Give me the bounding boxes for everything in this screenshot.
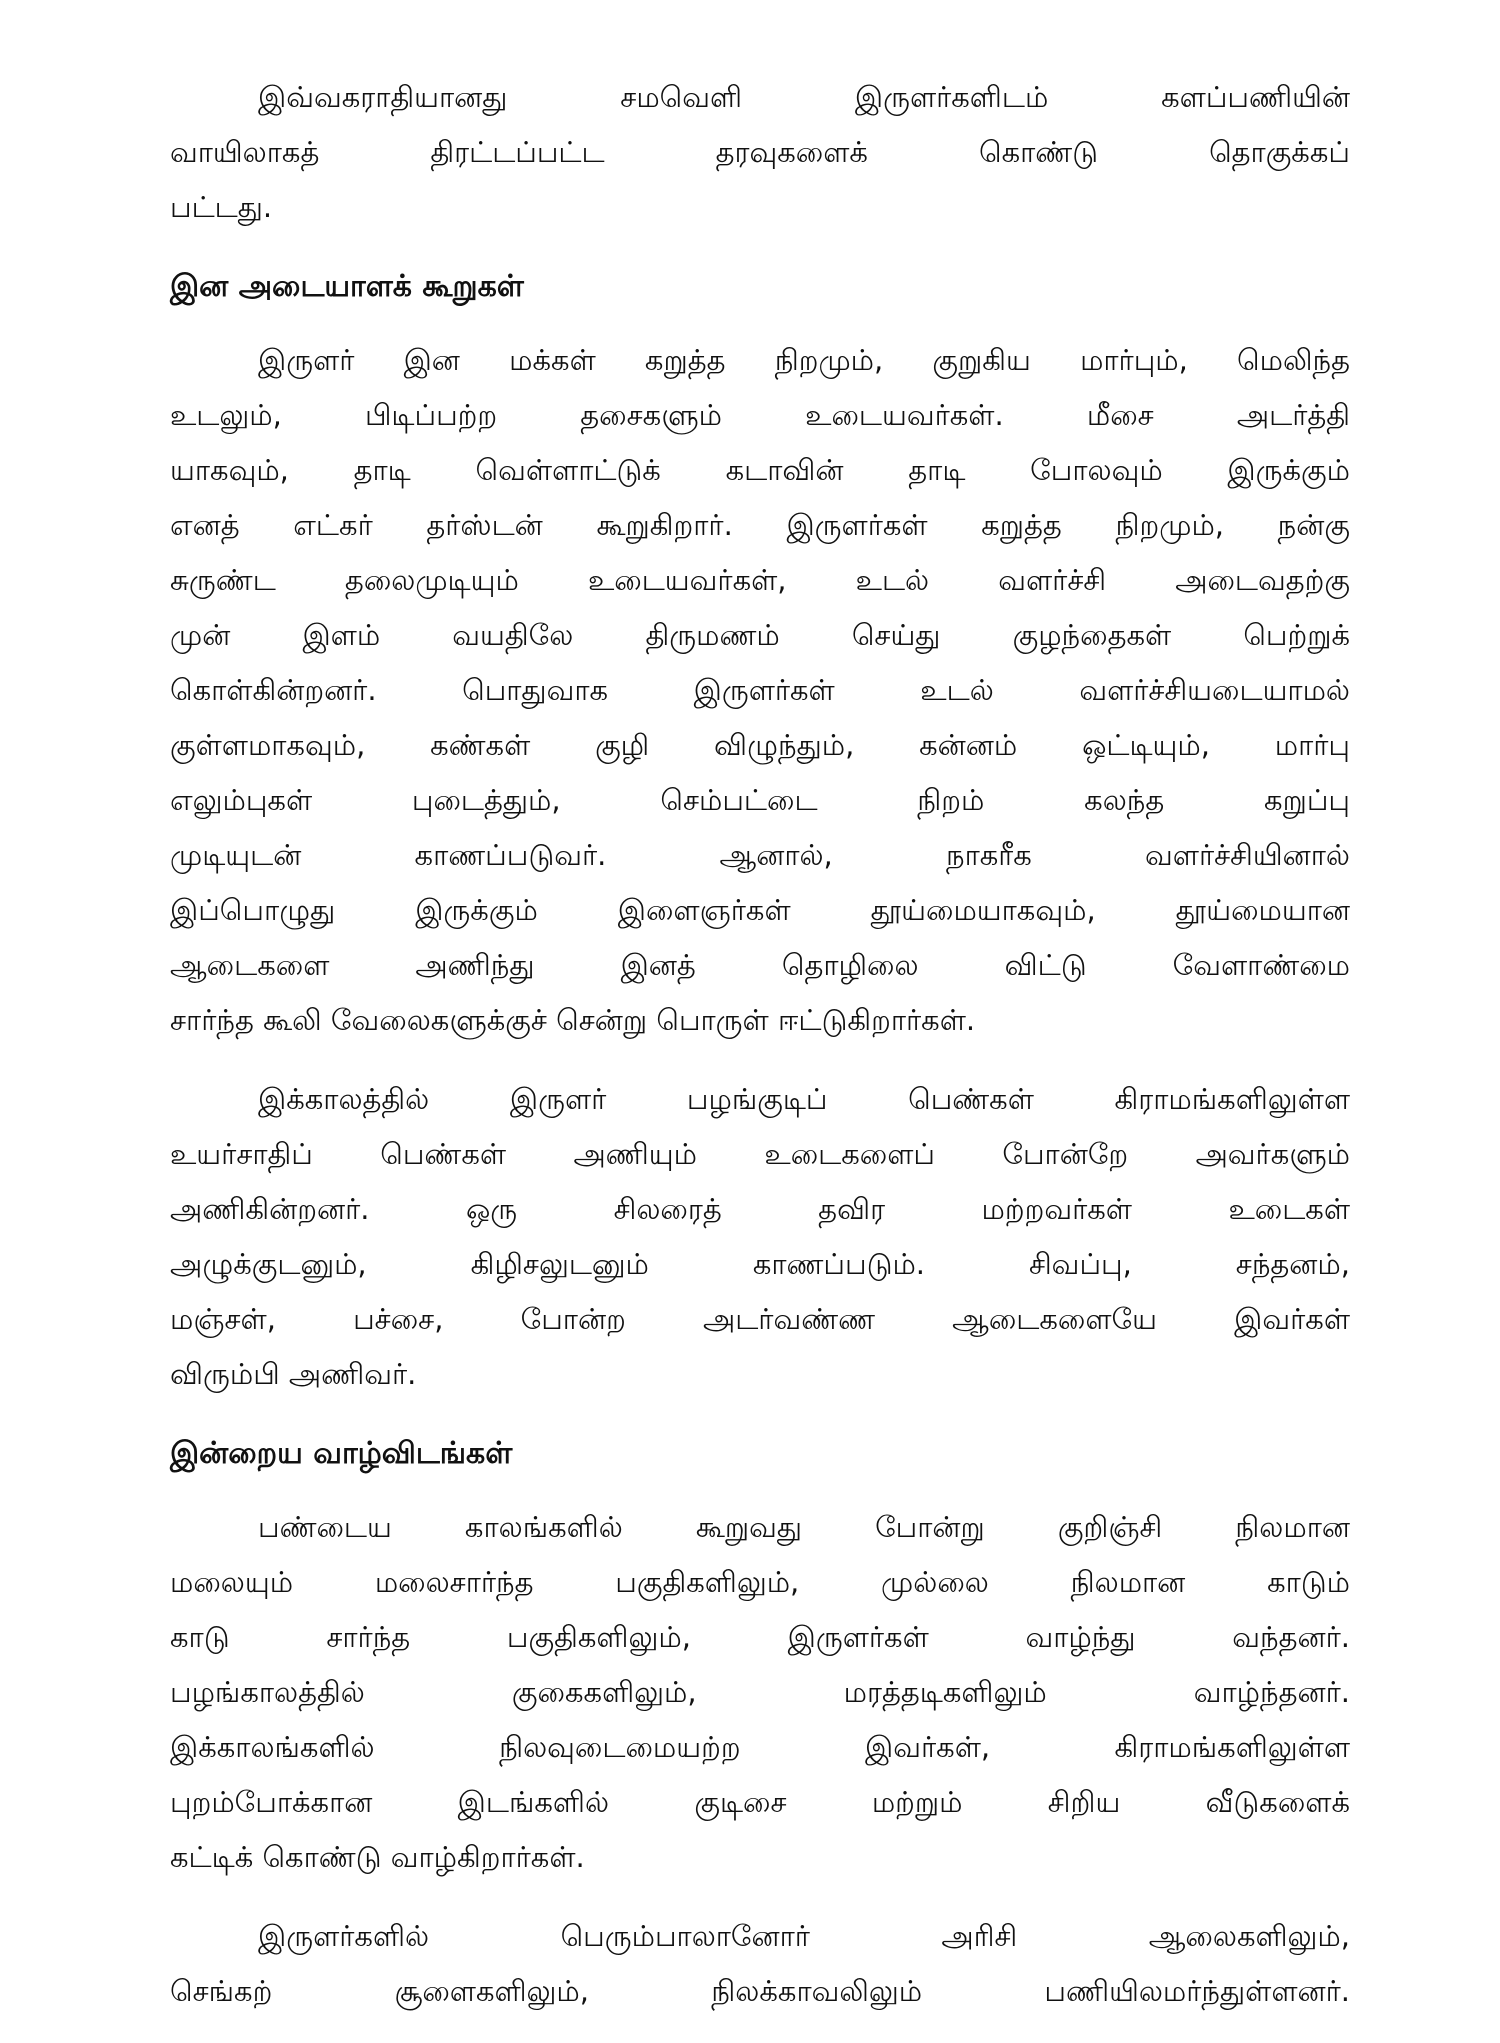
paragraph-line: ஆடைகளை அணிந்து இனத் தொழிலை விட்டு வேளாண்மை — [170, 948, 1350, 982]
section-heading-identity: இன அடையாளக் கூறுகள் — [170, 269, 524, 304]
paragraph-line: கொள்கின்றனர். பொதுவாக இருளர்கள் உடல் வளர்ச்சியடையாமல் — [170, 673, 1350, 707]
paragraph-line: குள்ளமாகவும், கண்கள் குழி விழுந்தும், கன்னம் ஒட்டியும், மார்பு — [170, 728, 1350, 762]
section-heading-habitat: இன்றைய வாழ்விடங்கள் — [170, 1436, 513, 1471]
paragraph-line: உடலும், பிடிப்பற்ற தசைகளும் உடையவர்கள். மீசை அடர்த்தி — [170, 398, 1350, 432]
paragraph-line: சார்ந்த கூலி வேலைகளுக்குச் சென்று பொருள் ஈட்டுகிறார்கள். — [170, 1003, 976, 1037]
paragraph-line: இருளர் இன மக்கள் கறுத்த நிறமும், குறுகிய மார்பும், மெலிந்த — [258, 343, 1350, 377]
paragraph-line: பழங்காலத்தில் குகைகளிலும், மரத்தடிகளிலும் வாழ்ந்தனர். — [170, 1675, 1350, 1709]
paragraph-line: முடியுடன் காணப்படுவர். ஆனால், நாகரீக வளர்ச்சியினால் — [170, 838, 1350, 872]
paragraph-line: எனத் எட்கர் தர்ஸ்டன் கூறுகிறார். இருளர்கள் கறுத்த நிறமும், நன்கு — [170, 508, 1350, 542]
paragraph-line: இவ்வகராதியானது சமவெளி இருளர்களிடம் களப்பணியின் — [258, 80, 1350, 114]
paragraph-line: பட்டது. — [170, 190, 273, 224]
paragraph-line: புறம்போக்கான இடங்களில் குடிசை மற்றும் சிறிய வீடுகளைக் — [170, 1785, 1350, 1819]
paragraph-intro — [170, 70, 1350, 235]
paragraph-line: வாயிலாகத் திரட்டப்பட்ட தரவுகளைக் கொண்டு தொகுக்கப் — [170, 135, 1350, 169]
paragraph-line: எலும்புகள் புடைத்தும், செம்பட்டை நிறம் கலந்த கறுப்பு — [170, 783, 1350, 817]
paragraph-line: பண்டைய காலங்களில் கூறுவது போன்று குறிஞ்சி நிலமான — [258, 1510, 1350, 1544]
paragraph-line: யாகவும், தாடி வெள்ளாட்டுக் கடாவின் தாடி போலவும் இருக்கும் — [170, 453, 1350, 487]
paragraph-line: விரும்பி அணிவர். — [170, 1357, 417, 1391]
paragraph-habitat-1 — [170, 1500, 1350, 1885]
paragraph-line: இருளர்களில் பெரும்பாலானோர் அரிசி ஆலைகளிலும், — [258, 1919, 1350, 1953]
paragraph-line: இக்காலத்தில் இருளர் பழங்குடிப் பெண்கள் கிராமங்களிலுள்ள — [258, 1082, 1350, 1116]
paragraph-line: காடு சார்ந்த பகுதிகளிலும், இருளர்கள் வாழ்ந்து வந்தனர். — [170, 1620, 1350, 1654]
paragraph-line: முன் இளம் வயதிலே திருமணம் செய்து குழந்தைகள் பெற்றுக் — [170, 618, 1350, 652]
paragraph-line: அழுக்குடனும், கிழிசலுடனும் காணப்படும். சிவப்பு, சந்தனம், — [170, 1247, 1350, 1281]
paragraph-line: இக்காலங்களில் நிலவுடைமையற்ற இவர்கள், கிராமங்களிலுள்ள — [170, 1730, 1350, 1764]
paragraph-identity-2 — [170, 1072, 1350, 1402]
paragraph-line: செங்கற் சூளைகளிலும், நிலக்காவலிலும் பணியிலமர்ந்துள்ளனர். — [170, 1974, 1350, 2008]
paragraph-line: உயர்சாதிப் பெண்கள் அணியும் உடைகளைப் போன்றே அவர்களும் — [170, 1137, 1350, 1171]
paragraph-line: மஞ்சள், பச்சை, போன்ற அடர்வண்ண ஆடைகளையே இவர்கள் — [170, 1302, 1350, 1336]
paragraph-habitat-2 — [170, 1909, 1350, 2019]
paragraph-line: கட்டிக் கொண்டு வாழ்கிறார்கள். — [170, 1840, 585, 1874]
document-page — [170, 70, 1350, 2043]
paragraph-line: மலையும் மலைசார்ந்த பகுதிகளிலும், முல்லை நிலமான காடும் — [170, 1565, 1350, 1599]
paragraph-line: இப்பொழுது இருக்கும் இளைஞர்கள் தூய்மையாகவும், தூய்மையான — [170, 893, 1350, 927]
paragraph-line: அணிகின்றனர். ஒரு சிலரைத் தவிர மற்றவர்கள் உடைகள் — [170, 1192, 1350, 1226]
paragraph-line: சுருண்ட தலைமுடியும் உடையவர்கள், உடல் வளர்ச்சி அடைவதற்கு — [170, 563, 1350, 597]
paragraph-identity-1 — [170, 333, 1350, 1048]
